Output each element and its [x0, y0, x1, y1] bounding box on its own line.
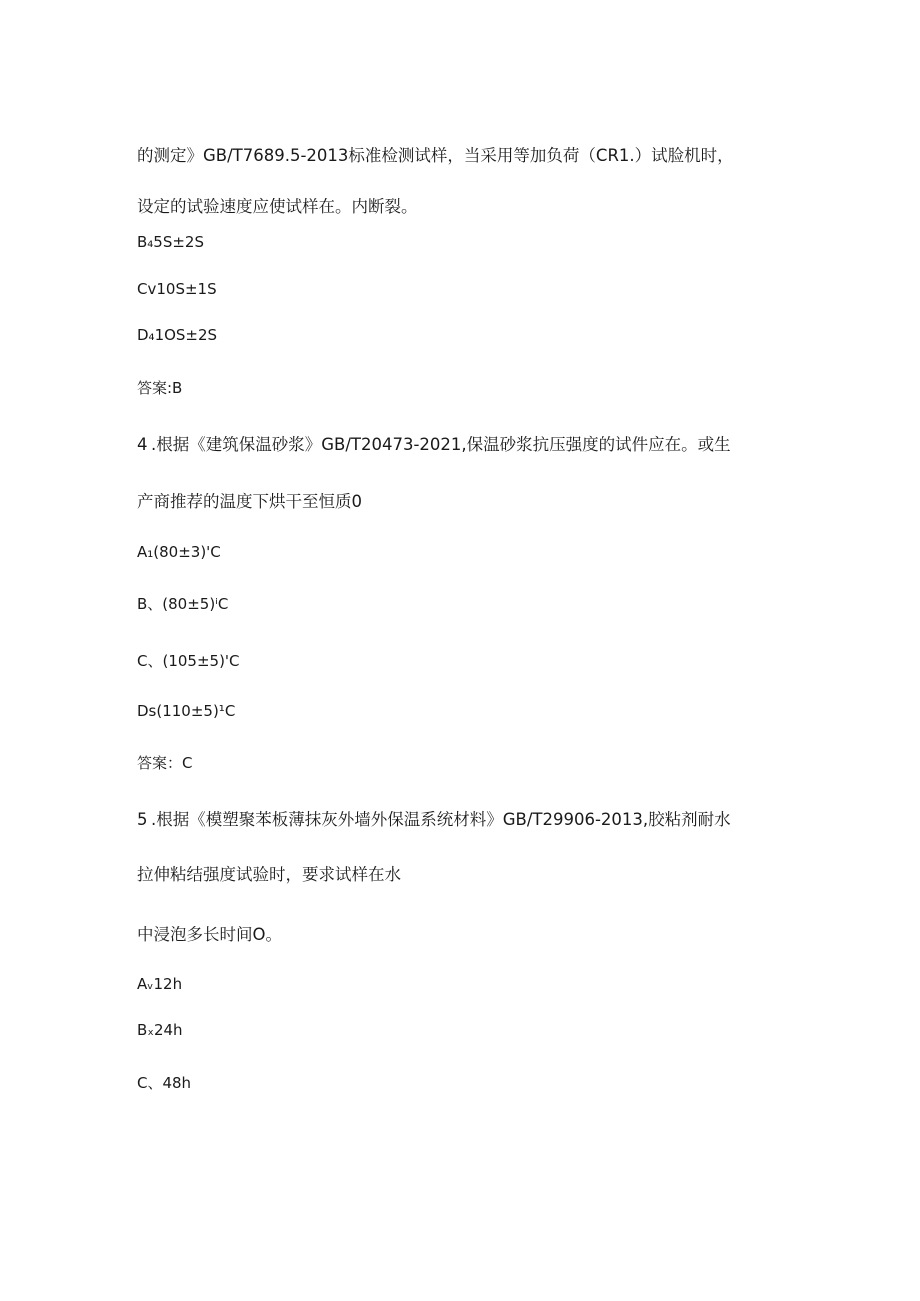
question-4-option-b: B、(80±5)ⁱC — [137, 595, 229, 613]
question-3-stem-line-2: 设定的试验速度应使试样在。内断裂。 — [137, 197, 418, 216]
question-3-option-d: D₄1OS±2S — [137, 326, 218, 344]
question-4-stem-line-2: 产商推荐的温度下烘干至恒质0 — [137, 492, 362, 511]
question-4-number: 4 — [137, 435, 148, 454]
question-5-stem-text: .根据《模塑聚苯板薄抹灰外墙外保温系统材料》GB/T29906-2013,胶粘剂耐水 — [151, 810, 731, 829]
question-4-answer: 答案：C — [137, 754, 193, 772]
question-5-stem-line-3: 中浸泡多长时间O。 — [137, 925, 282, 944]
question-5-stem-line-1 — [137, 810, 731, 830]
question-5-stem-line-2: 拉伸粘结强度试验时，要求试样在水 — [137, 865, 401, 884]
question-4-stem-line-1 — [137, 435, 731, 455]
question-4-stem-text: .根据《建筑保温砂浆》GB/T20473-2021,保温砂浆抗压强度的试件应在。或生 — [151, 435, 731, 454]
question-4-option-c: C、(105±5)'C — [137, 652, 240, 670]
question-5-option-a: Aᵥ12h — [137, 975, 183, 993]
question-3-stem-line-1: 的测定》GB/T7689.5-2013标准检测试样，当采用等加负荷（CR1.）试脸机时， — [137, 146, 734, 165]
question-4-option-a: A₁(80±3)'C — [137, 543, 221, 561]
question-3-option-c: Cv10S±1S — [137, 280, 217, 298]
question-5-option-b: Bₓ24h — [137, 1021, 183, 1039]
question-3-answer: 答案:B — [137, 379, 183, 397]
question-5-number: 5 — [137, 810, 148, 829]
question-5-option-c: C、48h — [137, 1074, 192, 1092]
question-3-option-b: B₄5S±2S — [137, 233, 205, 251]
question-4-option-d: Ds(110±5)¹C — [137, 702, 236, 720]
